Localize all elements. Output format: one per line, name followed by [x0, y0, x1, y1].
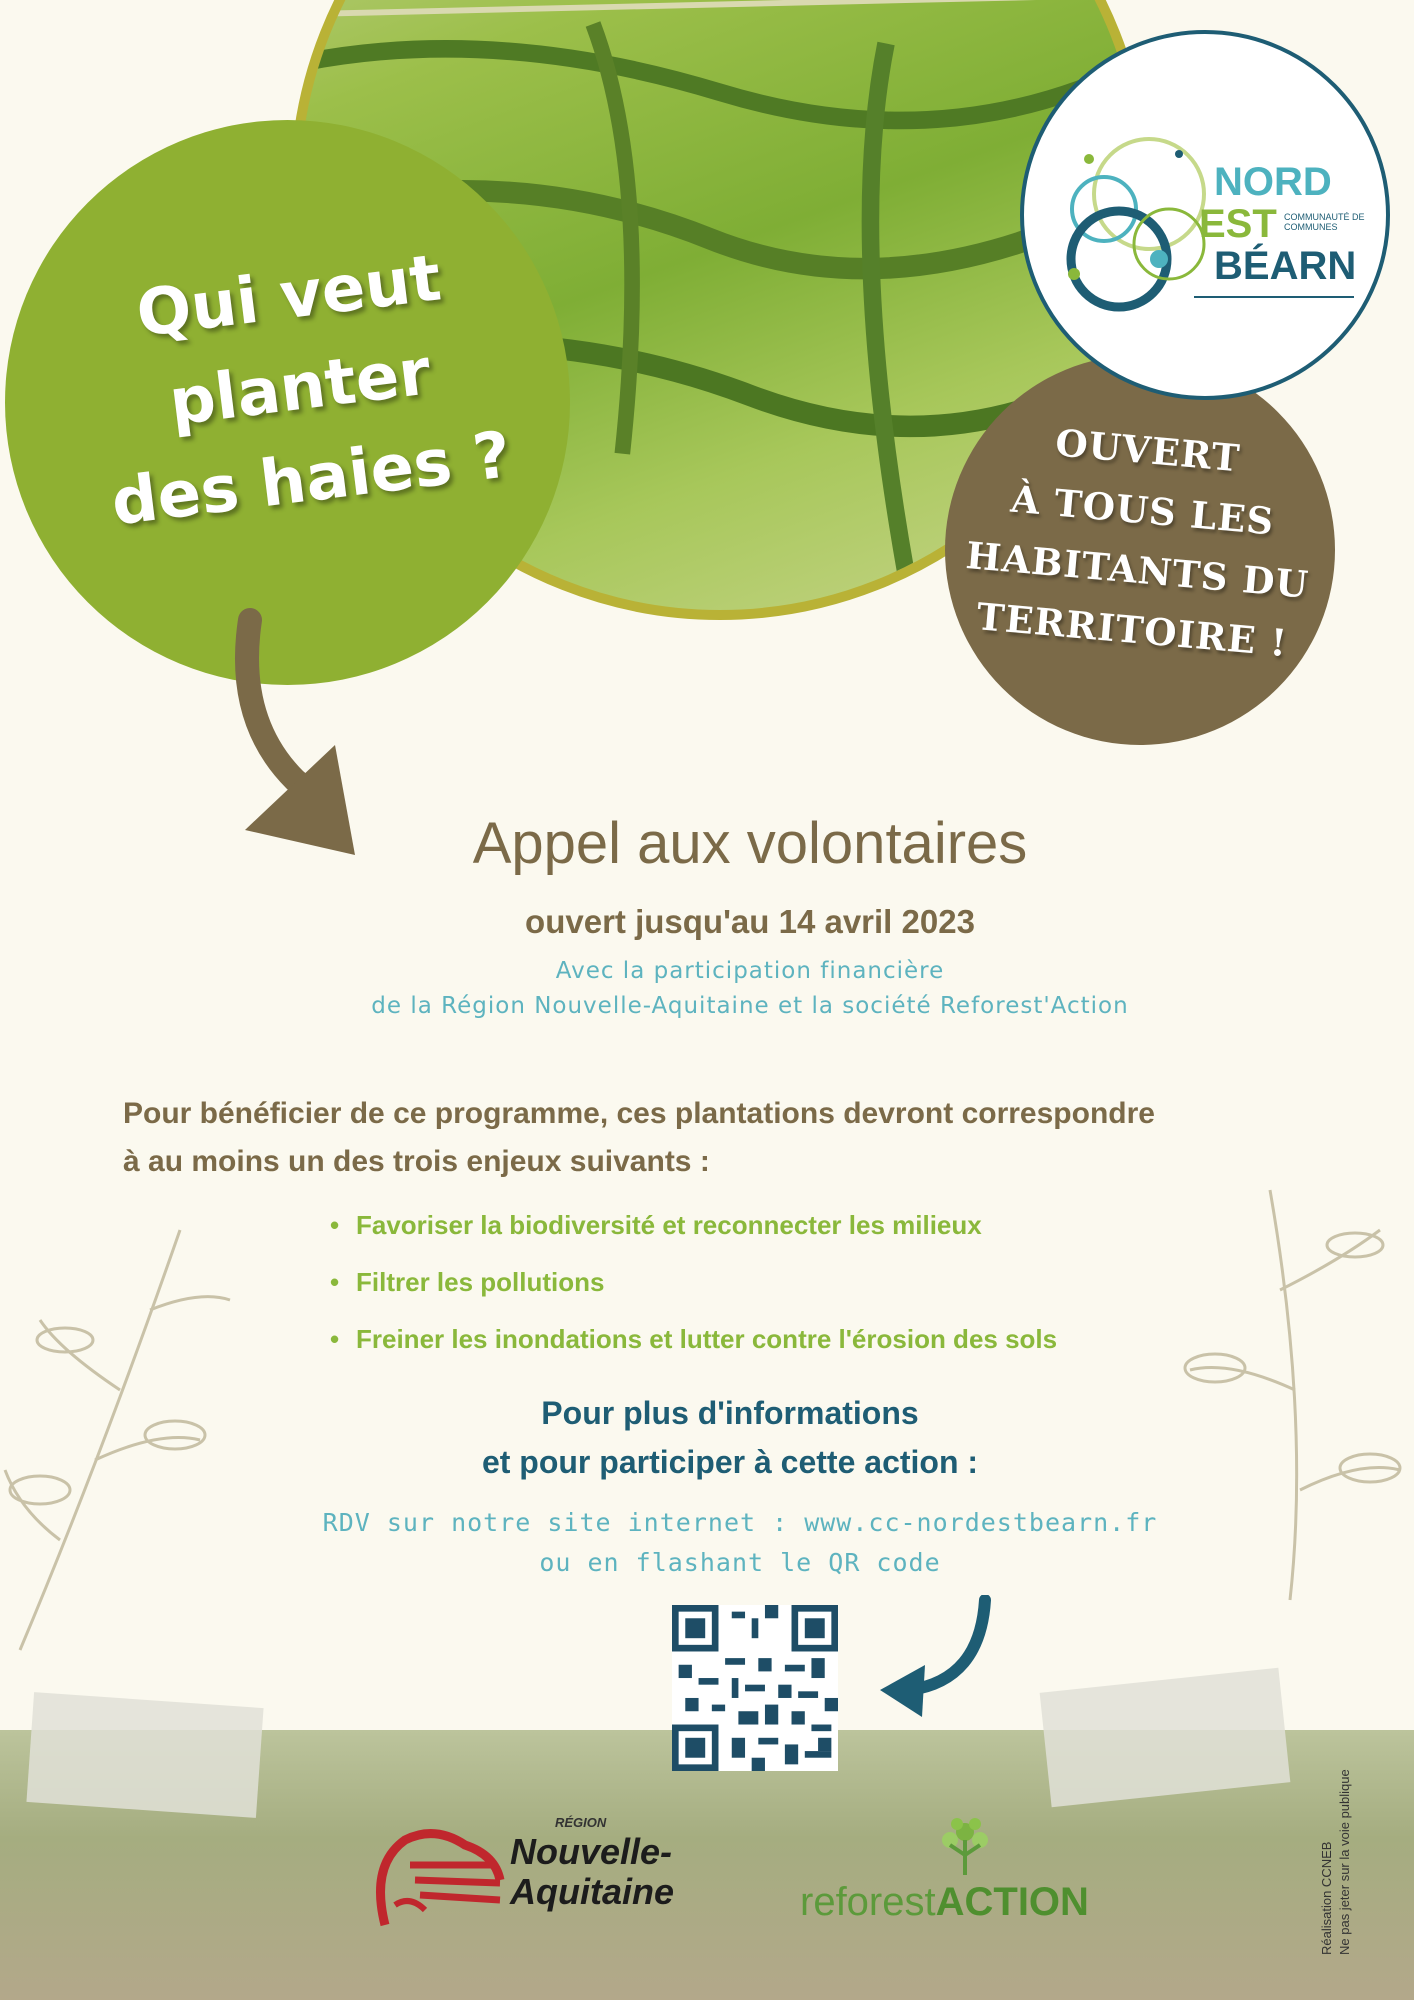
intro-line: Pour bénéficier de ce programme, ces plantations devront correspondre: [123, 1097, 1155, 1130]
badge-line: À TOUS LES: [1009, 476, 1277, 544]
region-name: Aquitaine: [510, 1871, 675, 1912]
list-item: • Favoriser la biodiversité et reconnecter les milieux: [330, 1210, 1057, 1267]
reforest-action-wordmark: [800, 1880, 1089, 1925]
qr-instruction: ou en flashant le QR code: [539, 1548, 941, 1577]
logo-underline: [1194, 296, 1354, 298]
plant-sketch-icon: [1170, 1170, 1414, 1610]
qr-code-icon: [672, 1605, 838, 1771]
intro-text: [123, 1090, 1323, 1186]
badge-line: TERRITOIRE !: [974, 594, 1290, 666]
intro-line: à au moins un des trois enjeux suivants :: [123, 1145, 710, 1178]
list-item: • Filtrer les pollutions: [330, 1267, 1057, 1324]
open-to-all-text: [955, 405, 1325, 675]
qr-code[interactable]: [672, 1605, 838, 1771]
plant-sketch-icon: [0, 1210, 260, 1660]
logo-circles-icon: [1059, 124, 1209, 324]
page-title: Appel aux volontaires: [472, 811, 1028, 876]
curved-arrow-icon: [225, 600, 375, 870]
tree-logo-icon: [925, 1810, 1005, 1880]
arrow-to-qr-icon: [870, 1595, 1000, 1725]
nord-est-bearn-logo: [1020, 30, 1390, 400]
region-nouvelle-aquitaine-logo: [365, 1815, 685, 1935]
deadline: ouvert jusqu'au 14 avril 2023: [525, 903, 975, 940]
headline-line: des haies ?: [107, 418, 515, 541]
headline-line: Qui veut: [132, 241, 445, 353]
logo-word-bearn: BÉARN: [1214, 244, 1357, 288]
logo-subtitle: COMMUNAUTÉ DE COMMUNES: [1284, 212, 1365, 232]
info-heading: et pour participer à cette action :: [481, 1444, 979, 1480]
region-name: Nouvelle-: [510, 1831, 673, 1872]
website-link[interactable]: RDV sur notre site internet : www.cc-nordestbearn.fr: [322, 1508, 1158, 1537]
logo-word-nord: NORD: [1214, 160, 1332, 204]
tape-decoration: [26, 1692, 263, 1818]
goals-list: [330, 1210, 1057, 1381]
info-heading: Pour plus d'informations: [541, 1395, 919, 1431]
credit-line: Réalisation CCNEB: [1319, 1841, 1334, 1955]
funding-line: de la Région Nouvelle-Aquitaine et la société Reforest'Action: [371, 993, 1129, 1019]
reforest-word: reforest: [800, 1880, 936, 1924]
logo-word-est: EST: [1199, 202, 1277, 246]
headline-line: planter: [165, 335, 435, 441]
reforest-action-logo: [800, 1810, 1120, 1930]
credit-text: [1318, 1769, 1354, 1955]
action-word: ACTION: [935, 1880, 1089, 1924]
badge-line: HABITANTS DU: [964, 532, 1311, 607]
funding-line: Avec la participation financière: [555, 958, 945, 984]
list-item: • Freiner les inondations et lutter contre l'érosion des sols: [330, 1324, 1057, 1381]
region-label: RÉGION: [555, 1815, 607, 1830]
lion-logo-icon: [365, 1825, 505, 1930]
badge-line: OUVERT: [1053, 420, 1242, 481]
headline: [45, 222, 555, 554]
credit-line: Ne pas jeter sur la voie publique: [1337, 1769, 1352, 1955]
